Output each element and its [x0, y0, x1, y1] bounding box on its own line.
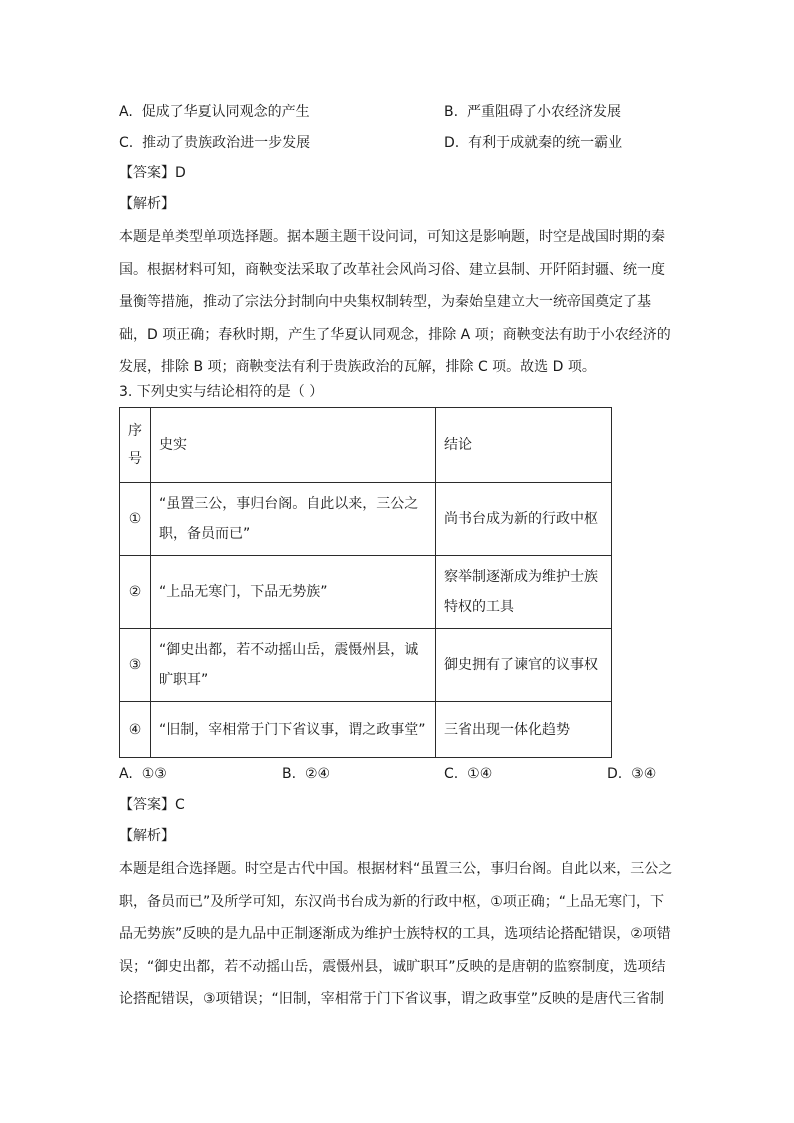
analysis-line: 国。根据材料可知，商鞅变法采取了改革社会风尚习俗、建立县制、开阡陌封疆、统一度: [119, 261, 665, 278]
option-b: B. 严重阻碍了小农经济发展: [444, 104, 621, 120]
row-conclusion: 三省出现一体化趋势: [436, 702, 612, 758]
option-a: A. 促成了华夏认同观念的产生: [119, 104, 310, 120]
row-number: ①: [120, 483, 151, 556]
header-conclusion: 结论: [436, 408, 612, 483]
row-conclusion: 御史拥有了谏官的议事权: [436, 629, 612, 702]
row-fact: “御史出都，若不动摇山岳，震慑州县，诚 旷职耳”: [151, 629, 436, 702]
table-header-row: [120, 408, 612, 483]
answer-line: 【答案】D: [119, 165, 186, 181]
table-row: [120, 483, 612, 556]
option-b: B. ②④: [282, 766, 331, 782]
analysis-paragraph: [119, 853, 671, 1016]
analysis-heading: 【解析】: [119, 828, 175, 844]
analysis-line: 础，D 项正确；春秋时期，产生了华夏认同观念，排除 A 项；商鞅变法有助于小农经济的: [119, 326, 671, 343]
table-row: [120, 556, 612, 629]
analysis-line: 量衡等措施，推动了宗法分封制向中央集权制转型，为秦始皇建立大一统帝国奠定了基: [119, 294, 651, 310]
analysis-line: 职，备员而已”及所学可知，东汉尚书台成为新的行政中枢，①项正确；“上品无寒门，下: [119, 893, 665, 910]
option-a: A. ①③: [119, 766, 167, 782]
table-row: [120, 702, 612, 758]
row-fact: “旧制，宰相常于门下省议事，谓之政事堂”: [151, 702, 436, 758]
header-index-char1: 序: [128, 423, 142, 439]
option-c: C. ①④: [444, 766, 493, 782]
analysis-heading: 【解析】: [119, 196, 175, 212]
question-table: [119, 407, 612, 758]
row-fact: “上品无寒门，下品无势族”: [151, 556, 436, 629]
analysis-line: 论搭配错误，③项错误；“旧制，宰相常于门下省议事，谓之政事堂”反映的是唐代三省制: [119, 991, 665, 1007]
header-index: [120, 408, 151, 483]
row-conclusion: 尚书台成为新的行政中枢: [436, 483, 612, 556]
row-conclusion: 察举制逐渐成为维护士族 特权的工具: [436, 556, 612, 629]
analysis-line: 本题是单类型单项选择题。据本题主题干设问词，可知这是影响题，时空是战国时期的秦: [119, 229, 665, 245]
row-number: ④: [120, 702, 151, 758]
analysis-line: 发展，排除 B 项；商鞅变法有利于贵族政治的瓦解，排除 C 项。故选 D 项。: [119, 359, 596, 375]
analysis-line: 误；“御史出都，若不动摇山岳，震慑州县，诚旷职耳”反映的是唐朝的监察制度，选项结: [119, 958, 666, 975]
row-number: ②: [120, 556, 151, 629]
header-fact: 史实: [151, 408, 436, 483]
row-number: ③: [120, 629, 151, 702]
table-row: [120, 629, 612, 702]
row-fact: “虽置三公，事归台阁。自此以来，三公之 职，备员而已”: [151, 483, 436, 556]
analysis-paragraph: [119, 221, 671, 384]
option-d: D. ③④: [607, 766, 657, 782]
option-d: D. 有利于成就秦的统一霸业: [444, 135, 623, 151]
analysis-line: 本题是组合选择题。时空是古代中国。根据材料“虽置三公，事归台阁。自此以来，三公之: [119, 861, 673, 877]
answer-line: 【答案】C: [119, 797, 185, 813]
analysis-line: 品无势族”反映的是九品中正制逐渐成为维护士族特权的工具，选项结论搭配错误，②项错: [119, 926, 671, 942]
option-c: C. 推动了贵族政治进一步发展: [119, 135, 311, 151]
header-index-char2: 号: [128, 451, 142, 467]
question-stem: 3. 下列史实与结论相符的是（ ）: [119, 384, 324, 400]
